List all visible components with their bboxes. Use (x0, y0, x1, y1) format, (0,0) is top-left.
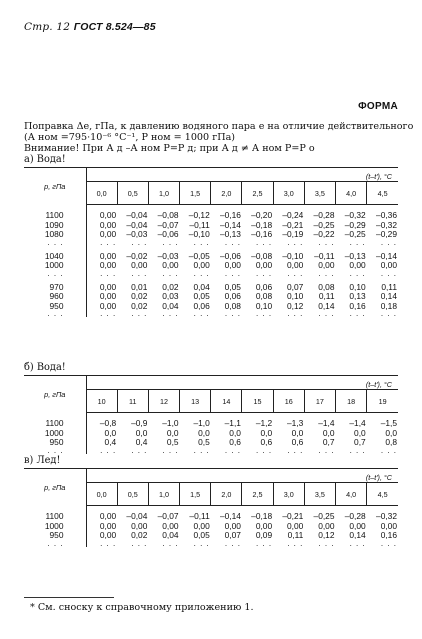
column-header: 2,5 (242, 483, 273, 506)
value-cell: . . . (256, 237, 273, 247)
value-cell: 0,00 (380, 520, 397, 531)
value-cell: . . . (193, 538, 210, 548)
value-cell: 0,00 (99, 291, 117, 301)
column-header: 1,0 (148, 182, 179, 205)
column-header: 11 (117, 390, 148, 413)
section-c-title: в) Лед! (24, 455, 61, 466)
value-cell: –1,2 (255, 418, 273, 428)
value-cell: 0,11 (381, 281, 397, 292)
section-a-title: а) Вода! (24, 154, 66, 165)
value-cell: . . . (287, 309, 304, 318)
value-cell: –0,20 (251, 210, 273, 220)
column-header: 10 (86, 390, 117, 413)
value-cell: –0,25 (313, 219, 335, 230)
value-cell: . . . (193, 237, 210, 247)
pressure-cell: . . . (24, 271, 86, 277)
value-cell: 0,0 (260, 427, 273, 438)
value-cell: 0,16 (380, 530, 397, 540)
value-cell: –0,8 (99, 418, 117, 428)
value-cell: 0,07 (224, 530, 241, 540)
value-cell: –0,02 (126, 250, 148, 261)
value-cell: –0,04 (126, 219, 148, 230)
table-row (24, 211, 398, 221)
value-cell: –0,18 (251, 511, 273, 521)
value-cell: 0,0 (385, 427, 397, 438)
value-cell: 0,11 (287, 530, 304, 540)
value-cell: 0,00 (193, 520, 210, 531)
value-cell: . . . (380, 309, 397, 318)
value-cell: . . . (256, 445, 273, 455)
value-cell: 0,00 (318, 520, 335, 531)
value-cell: . . . (380, 268, 397, 278)
column-header: 0,5 (117, 483, 148, 506)
table-row (24, 261, 398, 271)
pressure-cell: 1090 (24, 221, 86, 231)
column-header: 3,0 (273, 182, 304, 205)
value-cell: . . . (318, 445, 335, 455)
value-cell: 0,0 (322, 427, 335, 438)
value-cell: –1,4 (318, 418, 335, 428)
value-cell: 0,00 (162, 520, 179, 531)
value-cell: . . . (100, 309, 117, 318)
value-cell: –0,22 (313, 229, 335, 239)
value-cell: –0,11 (189, 219, 210, 230)
value-cell: . . . (100, 445, 117, 455)
value-cell: 0,00 (380, 260, 397, 270)
column-header: 3,5 (304, 483, 335, 506)
value-cell: 0,16 (349, 300, 366, 311)
delta-t-header: (t–t′), °С (86, 469, 398, 483)
table-row (24, 292, 398, 302)
value-cell: 0,10 (287, 291, 304, 301)
value-cell: 0,0 (291, 427, 304, 438)
table-row (24, 512, 398, 522)
value-cell: . . . (224, 268, 241, 278)
value-cell: . . . (318, 237, 335, 247)
value-cell: 0,00 (131, 520, 148, 531)
pressure-cell: 950 (24, 302, 86, 312)
value-cell: . . . (349, 237, 366, 247)
value-cell: 0,0 (135, 427, 148, 438)
value-cell: 0,00 (99, 520, 117, 531)
column-header: 0,0 (86, 182, 117, 205)
value-cell: . . . (193, 309, 210, 318)
table-row (24, 283, 398, 293)
value-cell: 0,08 (255, 291, 273, 301)
value-cell: –0,10 (282, 250, 304, 261)
column-header: 16 (273, 390, 304, 413)
value-cell: . . . (349, 538, 366, 548)
value-cell: 0,01 (131, 281, 148, 292)
section-b-title: б) Вода! (24, 362, 66, 373)
value-cell: . . . (224, 309, 241, 318)
value-cell: 0,08 (224, 300, 241, 311)
value-cell: . . . (380, 237, 397, 247)
pressure-cell: . . . (24, 541, 86, 547)
column-header: 12 (148, 390, 179, 413)
value-cell: 0,14 (349, 530, 366, 540)
value-cell: –0,28 (313, 210, 335, 220)
value-cell: 0,00 (287, 520, 304, 531)
intro-line-3: Внимание! При А д –А ном Р=Р д; при А д ≠ А ном Р=Р о (24, 143, 315, 154)
value-cell: –0,9 (131, 418, 148, 428)
value-cell: . . . (287, 445, 304, 455)
value-cell: –0,24 (282, 210, 304, 220)
value-cell: . . . (162, 445, 179, 455)
value-cell: –1,1 (224, 418, 241, 428)
value-cell: –1,0 (162, 418, 179, 428)
value-cell: 0,0 (354, 427, 366, 438)
value-cell: 0,00 (224, 520, 241, 531)
value-cell: 0,12 (287, 300, 304, 311)
value-cell: –0,25 (344, 229, 366, 239)
value-cell: 0,05 (193, 291, 210, 301)
value-cell: 0,09 (255, 530, 273, 540)
value-cell: . . . (380, 445, 397, 455)
value-cell: –0,12 (188, 210, 210, 220)
value-cell: 0,14 (318, 300, 335, 311)
value-cell: –0,08 (251, 250, 273, 261)
table-row (24, 252, 398, 262)
value-cell: –0,10 (188, 229, 210, 239)
value-cell: 0,7 (354, 437, 366, 447)
table-row (24, 522, 398, 532)
value-cell: –1,0 (193, 418, 210, 428)
value-cell: –0,08 (157, 210, 179, 220)
value-cell: 0,6 (229, 437, 241, 447)
pressure-cell: 950 (24, 531, 86, 541)
pressure-cell: 1040 (24, 252, 86, 262)
intro-line-1: Поправка Δе, гПа, к давлению водяного пара е на отличие действительного (24, 121, 414, 132)
value-cell: . . . (287, 237, 304, 247)
value-cell: 0,00 (349, 520, 366, 531)
value-cell: 0,14 (380, 291, 397, 301)
value-cell: 0,00 (99, 281, 117, 292)
value-cell: 0,06 (224, 291, 241, 301)
value-cell: . . . (349, 309, 366, 318)
value-cell: 0,08 (318, 281, 335, 292)
value-cell: –0,06 (219, 250, 241, 261)
value-cell: 0,5 (198, 437, 210, 447)
value-cell: . . . (131, 268, 148, 278)
value-cell: . . . (224, 538, 241, 548)
table-water-a (24, 167, 398, 317)
pressure-cell: 1000 (24, 261, 86, 271)
pressure-cell: . . . (24, 311, 86, 317)
value-cell: . . . (131, 538, 148, 548)
value-cell: . . . (100, 237, 117, 247)
value-cell: 0,00 (99, 219, 117, 230)
value-cell: 0,11 (318, 291, 335, 301)
column-header: 18 (336, 390, 367, 413)
value-cell: 0,04 (162, 530, 179, 540)
pressure-cell: 950 (24, 438, 86, 448)
value-cell: 0,00 (162, 260, 179, 270)
table-row (24, 438, 398, 448)
column-header-pressure: р, гПа (24, 376, 86, 413)
pressure-cell: 1000 (24, 522, 86, 532)
form-label: ФОРМА (358, 101, 398, 112)
table-row (24, 541, 398, 547)
value-cell: 0,4 (104, 437, 117, 447)
value-cell: 0,02 (131, 300, 148, 311)
value-cell: 0,0 (229, 427, 241, 438)
delta-t-header: (t–t′), °С (86, 168, 398, 182)
value-cell: –0,16 (219, 210, 241, 220)
value-cell: 0,04 (193, 281, 210, 292)
value-cell: . . . (318, 268, 335, 278)
value-cell: 0,00 (99, 511, 117, 521)
value-cell: 0,18 (380, 300, 397, 311)
table-row (24, 230, 398, 240)
value-cell: –0,03 (126, 229, 148, 239)
value-cell: 0,4 (135, 437, 148, 447)
table-row (24, 429, 398, 439)
table-row (24, 419, 398, 429)
value-cell: . . . (256, 309, 273, 318)
value-cell: 0,00 (99, 229, 117, 239)
value-cell: –0,36 (376, 210, 397, 220)
value-cell: . . . (162, 268, 179, 278)
value-cell: 0,00 (99, 210, 117, 220)
value-cell: . . . (287, 538, 304, 548)
value-cell: 0,00 (131, 260, 148, 270)
value-cell: 0,00 (287, 260, 304, 270)
column-header: 1,5 (180, 483, 211, 506)
value-cell: –0,04 (126, 210, 148, 220)
value-cell: –0,21 (282, 219, 304, 230)
pressure-cell: 970 (24, 283, 86, 293)
pressure-cell: 1100 (24, 512, 86, 522)
table-row (24, 221, 398, 231)
value-cell: . . . (162, 237, 179, 247)
value-cell: . . . (287, 268, 304, 278)
value-cell: 0,0 (166, 427, 179, 438)
value-cell: . . . (100, 538, 117, 548)
value-cell: –0,06 (157, 229, 179, 239)
value-cell: . . . (349, 445, 366, 455)
value-cell: 0,02 (131, 291, 148, 301)
pressure-cell: 1080 (24, 230, 86, 240)
value-cell: 0,00 (99, 530, 117, 540)
page-header (24, 21, 156, 33)
table-ice (24, 468, 398, 547)
table-row (24, 448, 398, 454)
column-header: 4,0 (336, 483, 367, 506)
column-header: 2,5 (242, 182, 273, 205)
footnote-rule (24, 597, 114, 598)
column-header: 14 (211, 390, 242, 413)
value-cell: 0,00 (99, 300, 117, 311)
value-cell: –0,11 (314, 250, 335, 261)
value-cell: 0,06 (193, 300, 210, 311)
table-row (24, 531, 398, 541)
value-cell: –0,21 (282, 511, 304, 521)
value-cell: 0,04 (162, 300, 179, 311)
value-cell: . . . (318, 309, 335, 318)
value-cell: . . . (162, 538, 179, 548)
value-cell: –0,07 (157, 219, 179, 230)
value-cell: 0,00 (255, 520, 273, 531)
value-cell: –0,14 (376, 250, 397, 261)
value-cell: –0,05 (188, 250, 210, 261)
value-cell: 0,6 (291, 437, 304, 447)
value-cell: . . . (162, 309, 179, 318)
value-cell: 0,00 (255, 260, 273, 270)
value-cell: 0,00 (99, 260, 117, 270)
value-cell: 0,0 (198, 427, 210, 438)
value-cell: –0,14 (219, 219, 241, 230)
column-header: 3,5 (304, 182, 335, 205)
intro-line-2: (А ном =795·10⁻⁶ °С⁻¹, Р ном = 1000 гПа) (24, 132, 236, 143)
value-cell: . . . (256, 538, 273, 548)
value-cell: 0,12 (318, 530, 335, 540)
value-cell: –1,5 (380, 418, 397, 428)
value-cell: –0,14 (219, 511, 241, 521)
value-cell: –0,29 (376, 229, 397, 239)
value-cell: –0,13 (344, 250, 366, 261)
footnote: * См. сноску к справочному приложению 1. (30, 602, 254, 613)
value-cell: 0,05 (224, 281, 241, 292)
column-header-pressure: р, гПа (24, 469, 86, 506)
value-cell: –0,04 (126, 511, 148, 521)
column-header: 0,0 (86, 483, 117, 506)
value-cell: –0,18 (251, 219, 273, 230)
value-cell: 0,00 (349, 260, 366, 270)
value-cell: . . . (349, 268, 366, 278)
value-cell: –0,13 (219, 229, 241, 239)
delta-t-header: (t–t′), °С (86, 376, 398, 390)
value-cell: 0,00 (318, 260, 335, 270)
pressure-cell: 1000 (24, 429, 86, 439)
value-cell: . . . (131, 237, 148, 247)
column-header-pressure: р, гПа (24, 168, 86, 205)
value-cell: 0,13 (349, 291, 366, 301)
column-header: 15 (242, 390, 273, 413)
value-cell: –0,07 (157, 511, 179, 521)
value-cell: –0,19 (282, 229, 304, 239)
pressure-cell: 960 (24, 292, 86, 302)
value-cell: 0,06 (255, 281, 273, 292)
value-cell: 0,00 (99, 250, 117, 261)
value-cell: 0,7 (322, 437, 335, 447)
value-cell: . . . (131, 309, 148, 318)
value-cell: –0,11 (189, 511, 210, 521)
page-number: Стр. 12 (24, 21, 71, 33)
table-row (24, 302, 398, 312)
pressure-cell: 1100 (24, 419, 86, 429)
value-cell: . . . (131, 445, 148, 455)
value-cell: –0,25 (313, 511, 335, 521)
column-header: 4,5 (367, 483, 398, 506)
value-cell: . . . (193, 445, 210, 455)
value-cell: 0,5 (166, 437, 179, 447)
column-header: 4,5 (367, 182, 398, 205)
value-cell: 0,6 (260, 437, 273, 447)
value-cell: –0,28 (344, 511, 366, 521)
value-cell: 0,10 (349, 281, 366, 292)
value-cell: 0,0 (104, 427, 117, 438)
value-cell: –1,4 (349, 418, 366, 428)
value-cell: –1,3 (287, 418, 304, 428)
value-cell: . . . (380, 538, 397, 548)
column-header: 4,0 (336, 182, 367, 205)
value-cell: 0,00 (224, 260, 241, 270)
value-cell: –0,29 (344, 219, 366, 230)
table-water-b (24, 375, 398, 454)
column-header: 0,5 (117, 182, 148, 205)
column-header: 2,0 (211, 182, 242, 205)
value-cell: –0,32 (376, 219, 397, 230)
value-cell: 0,05 (193, 530, 210, 540)
value-cell: . . . (224, 445, 241, 455)
value-cell: 0,03 (162, 291, 179, 301)
column-header: 2,0 (211, 483, 242, 506)
value-cell: 0,00 (193, 260, 210, 270)
value-cell: . . . (318, 538, 335, 548)
value-cell: –0,32 (344, 210, 366, 220)
value-cell: –0,16 (251, 229, 273, 239)
column-header: 3,0 (273, 483, 304, 506)
column-header: 17 (304, 390, 335, 413)
value-cell: –0,03 (157, 250, 179, 261)
table-row (24, 311, 398, 317)
pressure-cell: . . . (24, 448, 86, 454)
value-cell: . . . (193, 268, 210, 278)
column-header: 1,0 (148, 483, 179, 506)
pressure-cell: . . . (24, 240, 86, 246)
value-cell: 0,10 (255, 300, 273, 311)
value-cell: 0,07 (287, 281, 304, 292)
column-header: 1,5 (180, 182, 211, 205)
value-cell: 0,02 (162, 281, 179, 292)
value-cell: . . . (224, 237, 241, 247)
value-cell: . . . (256, 268, 273, 278)
value-cell: 0,02 (131, 530, 148, 540)
column-header: 13 (180, 390, 211, 413)
standard-id: ГОСТ 8.524—85 (73, 21, 156, 33)
value-cell: –0,32 (376, 511, 397, 521)
value-cell: . . . (100, 268, 117, 278)
pressure-cell: 1100 (24, 211, 86, 221)
column-header: 19 (367, 390, 398, 413)
value-cell: 0,8 (385, 437, 397, 447)
